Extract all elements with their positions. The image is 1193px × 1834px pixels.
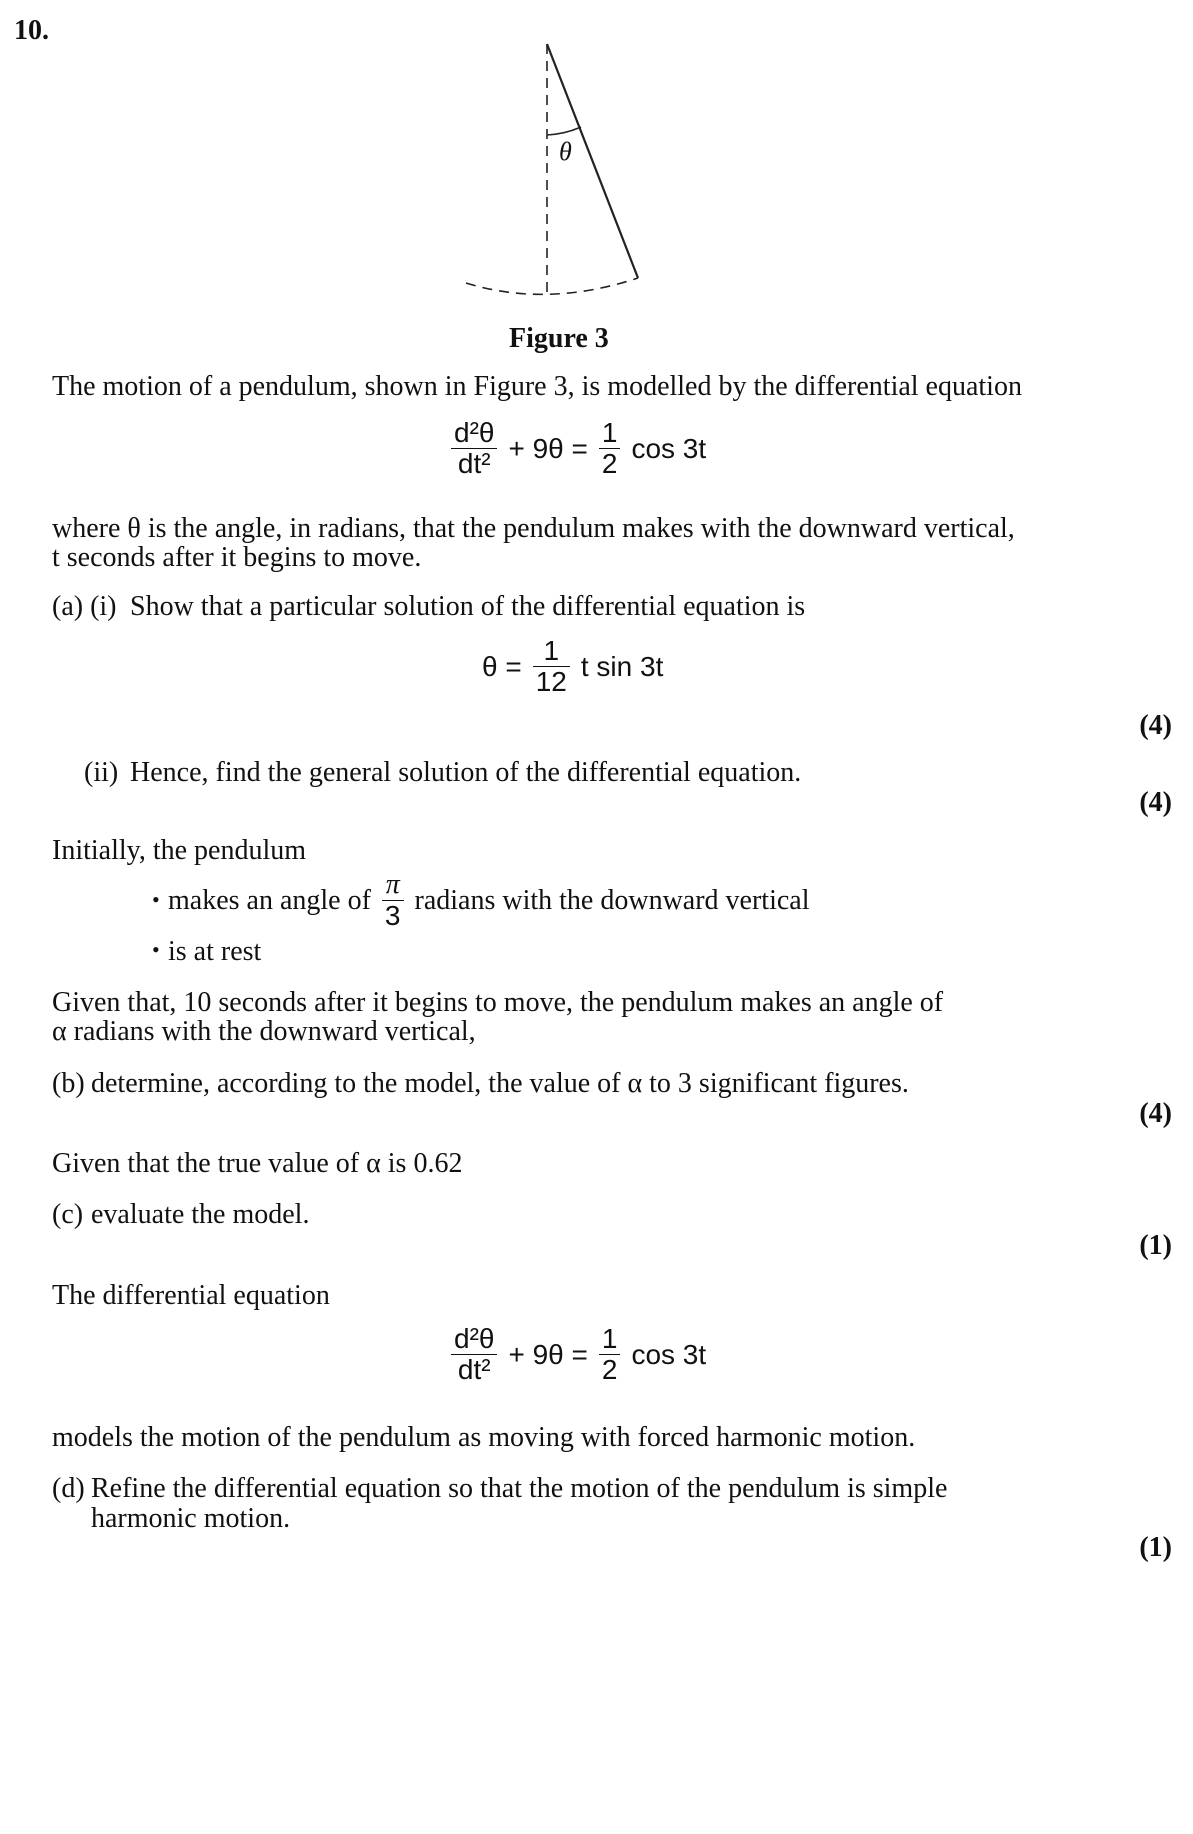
angle-arc xyxy=(547,127,581,135)
part-b-text: determine, according to the model, the value of α to 3 significant figures. xyxy=(91,1068,909,1099)
part-b-label: (b) xyxy=(52,1068,85,1099)
question-number: 10. xyxy=(14,15,49,46)
pi-over-3-fraction xyxy=(382,870,404,931)
solution-lhs: θ = xyxy=(482,650,522,682)
given-line-2: α radians with the downward vertical, xyxy=(52,1016,476,1047)
part-a-i-label: (a) (i) xyxy=(52,591,117,622)
bullet-1: • xyxy=(152,887,160,912)
solution-numerator: 1 xyxy=(533,636,570,667)
pendulum-figure xyxy=(440,30,680,310)
solution-tail: t sin 3t xyxy=(580,650,664,682)
lhs-denominator: dt² xyxy=(457,448,491,479)
lhs-fraction xyxy=(451,418,497,479)
particular-solution xyxy=(482,636,663,697)
bullet-2-text: is at rest xyxy=(168,936,262,967)
marks-a-ii: (4) xyxy=(1139,787,1172,818)
part-a-i-text: Show that a particular solution of the differential equation is xyxy=(130,591,806,622)
marks-d: (1) xyxy=(1139,1532,1172,1563)
rhs-denominator: 2 xyxy=(601,1354,618,1385)
differential-equation-repeat xyxy=(448,1324,706,1385)
part-d-text-2: harmonic motion. xyxy=(91,1503,291,1534)
part-d-label: (d) xyxy=(52,1473,85,1504)
part-c-text: evaluate the model. xyxy=(91,1199,310,1230)
pi-denominator: 3 xyxy=(384,900,401,931)
bullet-1-text xyxy=(168,870,809,931)
rhs-numerator: 1 xyxy=(599,1324,621,1355)
given-line-1: Given that, 10 seconds after it begins to move, the pendulum makes an angle of xyxy=(52,987,944,1018)
part-a-ii-text: Hence, find the general solution of the differential equation. xyxy=(130,757,802,788)
lhs-fraction xyxy=(451,1324,497,1385)
rhs-fraction xyxy=(599,418,621,479)
the-de-text: The differential equation xyxy=(52,1280,330,1311)
models-line: models the motion of the pendulum as moving with forced harmonic motion. xyxy=(52,1422,916,1453)
rhs-fraction xyxy=(599,1324,621,1385)
solution-denominator: 12 xyxy=(535,666,567,697)
lhs-denominator: dt² xyxy=(457,1354,491,1385)
bullet-1-before: makes an angle of xyxy=(168,884,371,916)
pi-numerator: π xyxy=(382,870,404,901)
lhs-plus-term: + 9θ = xyxy=(508,432,588,464)
swing-arc-dashed xyxy=(466,278,638,294)
rhs-cos-term: cos 3t xyxy=(631,432,707,464)
marks-c: (1) xyxy=(1139,1230,1172,1261)
lhs-numerator: d²θ xyxy=(451,1324,497,1355)
part-d-text-1: Refine the differential equation so that the motion of the pendulum is simple xyxy=(91,1473,948,1504)
given-true-text: Given that the true value of α is 0.62 xyxy=(52,1148,463,1179)
rhs-cos-term: cos 3t xyxy=(631,1338,707,1370)
rhs-denominator: 2 xyxy=(601,448,618,479)
lhs-plus-term: + 9θ = xyxy=(508,1338,588,1370)
theta-label: θ xyxy=(559,137,572,166)
marks-a-i: (4) xyxy=(1139,710,1172,741)
figure-caption: Figure 3 xyxy=(509,323,609,354)
initially-text: Initially, the pendulum xyxy=(52,835,307,866)
marks-b: (4) xyxy=(1139,1098,1172,1129)
where-line-1: where θ is the angle, in radians, that the pendulum makes with the downward vertical, xyxy=(52,513,1015,544)
part-c-label: (c) xyxy=(52,1199,84,1230)
bullet-1-after: radians with the downward vertical xyxy=(414,884,810,916)
solution-fraction xyxy=(533,636,570,697)
part-a-ii-label: (ii) xyxy=(84,757,119,788)
where-line-2: t seconds after it begins to move. xyxy=(52,542,422,573)
differential-equation xyxy=(448,418,706,479)
bullet-2: • xyxy=(152,937,160,962)
lhs-numerator: d²θ xyxy=(451,418,497,449)
intro-text: The motion of a pendulum, shown in Figure 3, is modelled by the differential equation xyxy=(52,371,1022,402)
rhs-numerator: 1 xyxy=(599,418,621,449)
